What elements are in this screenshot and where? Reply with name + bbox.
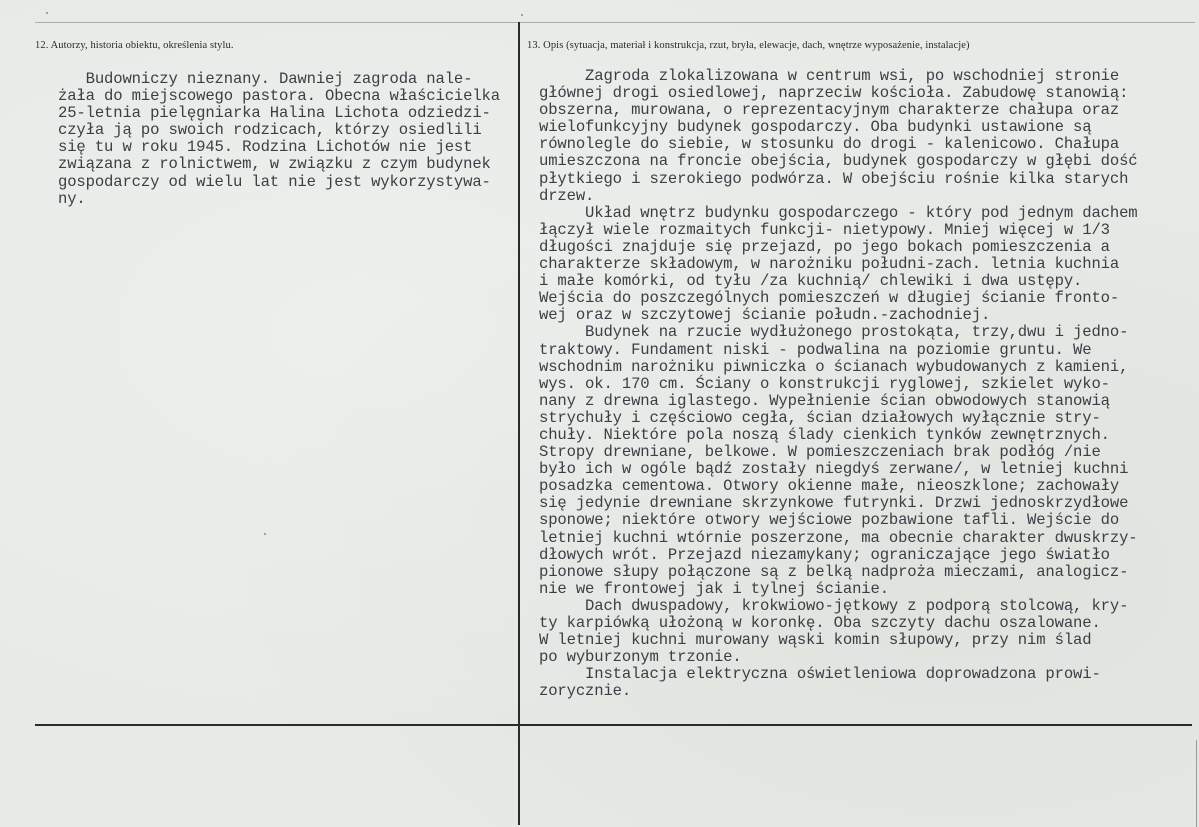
text-line: Dach dwuspadowy, krokwiowo-jętkowy z podporą stolcową, kry- bbox=[539, 596, 1129, 615]
text-line: Stropy drewniane, belkowe. W pomieszczeniach brak podłóg /nie bbox=[539, 443, 1101, 462]
text-line: ny. bbox=[58, 189, 86, 208]
top-border-line bbox=[35, 22, 1195, 23]
text-line: charakterze składowym, w narożniku południ-zach. letnia kuchnia bbox=[539, 255, 1120, 274]
text-line: pionowe słupy połączone są z belką nadproża mieczami, analogicz- bbox=[539, 562, 1129, 581]
section-13-heading: 13. Opis (sytuacja, materiał i konstrukcja, rzut, bryła, elewacje, dach, wnętrze wyposażenie, instalacje) bbox=[527, 40, 970, 51]
text-line: umieszczona na froncie obejścia, budynek gospodarczy w głębi dość bbox=[539, 152, 1138, 171]
text-line: Budowniczy nieznany. Dawniej zagroda nale- bbox=[58, 70, 473, 88]
text-line: letniej kuchni wtórnie poszerzone, ma obecnie charakter dwuskrzy- bbox=[539, 528, 1138, 547]
text-line: nie we frontowej jak i tylnej ścianie. bbox=[539, 579, 889, 598]
text-line: wschodnim narożniku piwniczka o ścianach wybudowanych z kamieni, bbox=[539, 357, 1129, 376]
text-line: zorycznie. bbox=[539, 682, 632, 701]
text-line: 25-letnia pielęgniarka Halina Lichota odziedzi- bbox=[58, 104, 491, 123]
text-line: gospodarczy od wielu lat nie jest wykorzystywa- bbox=[58, 172, 491, 191]
text-line: płytkiego i szerokiego podwórza. W obejściu rośnie kilka starych bbox=[539, 169, 1129, 188]
text-line: strychuły i częściowo cegła, ścian działowych wyłącznie stry- bbox=[539, 408, 1101, 427]
section-12-heading: 12. Autorzy, historia obiektu, określenia stylu. bbox=[35, 40, 234, 51]
paper-speck bbox=[521, 14, 523, 16]
text-line: Wejścia do poszczególnych pomieszczeń w długiej ścianie fronto- bbox=[539, 289, 1120, 308]
text-line: się tu w roku 1945. Rodzina Lichotów nie jest bbox=[58, 138, 473, 157]
text-line: związana z rolnictwem, w związku z czym budynek bbox=[58, 155, 491, 174]
text-line: nany z drewna iglastego. Wypełnienie ścian obwodowych stanowią bbox=[539, 391, 1110, 410]
text-line: traktowy. Fundament niski - podwalina na poziomie gruntu. We bbox=[539, 340, 1092, 359]
text-line: Zagroda zlokalizowana w centrum wsi, po wschodniej stronie bbox=[539, 67, 1120, 85]
text-line: głównej drogi osiedlowej, naprzeciw kościoła. Zabudowę stanowią: bbox=[539, 84, 1129, 103]
text-line: i małe komórki, od tyłu /za kuchnią/ chlewiki i dwa ustępy. bbox=[539, 272, 1083, 291]
text-line: posadzka cementowa. Otwory okienne małe, nieoszklone; zachowały bbox=[539, 477, 1120, 496]
text-line: W letniej kuchni murowany wąski komin słupowy, przy nim ślad bbox=[539, 631, 1092, 650]
text-line: Instalacja elektryczna oświetleniowa doprowadzona prowi- bbox=[539, 665, 1101, 684]
text-line: wielofunkcyjny budynek gospodarczy. Oba budynki ustawione są bbox=[539, 118, 1092, 137]
text-line: wej oraz w szczytowej ścianie połudn.-zachodniej. bbox=[539, 306, 991, 325]
text-line: Budynek na rzucie wydłużonego prostokąta, trzy,dwu i jedno- bbox=[539, 323, 1129, 342]
text-line: drzew. bbox=[539, 186, 595, 205]
text-line: wys. ok. 170 cm. Ściany o konstrukcji ryglowej, szkielet wyko- bbox=[539, 374, 1110, 393]
right-edge-line bbox=[1196, 740, 1197, 827]
column-divider bbox=[518, 22, 520, 825]
description-text-block bbox=[539, 68, 1138, 700]
text-line: chuły. Niektóre pola noszą ślady cienkich tynków zewnętrznych. bbox=[539, 425, 1110, 444]
text-line: równolegle do siebie, w stosunku do drogi - kalenicowo. Chałupa bbox=[539, 135, 1120, 154]
text-line: długości znajduje się przejazd, po jego bokach pomieszczenia a bbox=[539, 237, 1110, 256]
paper-speck bbox=[46, 12, 48, 14]
text-line: po wyburzonym trzonie. bbox=[539, 648, 742, 667]
text-line: sponowe; niektóre otwory wejściowe pozbawione tafli. Wejście do bbox=[539, 511, 1120, 530]
text-line: żała do miejscowego pastora. Obecna właścicielka bbox=[58, 87, 500, 106]
text-line: czyła ją po swoich rodzicach, którzy osiedlili bbox=[58, 121, 482, 140]
text-line: obszerna, murowana, o reprezentacyjnym charakterze chałupa oraz bbox=[539, 101, 1120, 120]
text-line: ty karpiówką ułożoną w koronkę. Oba szczyty dachu oszalowane. bbox=[539, 614, 1101, 632]
bottom-rule bbox=[35, 724, 1192, 726]
text-line: łączył wiele rozmaitych funkcji- nietypowy. Mniej więcej w 1/3 bbox=[539, 220, 1110, 239]
text-line: Układ wnętrz budynku gospodarczego - który pod jednym dachem bbox=[539, 203, 1138, 222]
text-line: było ich w ogóle bądź zostały niegdyś zerwane/, w letniej kuchni bbox=[539, 460, 1129, 479]
paper-speck bbox=[264, 533, 266, 535]
text-line: się jedynie drewniane skrzynkowe futrynki. Drzwi jednoskrzydłowe bbox=[539, 494, 1129, 513]
text-line: dłowych wrót. Przejazd niezamykany; ograniczające jego światło bbox=[539, 545, 1110, 564]
history-text-block bbox=[58, 71, 500, 208]
